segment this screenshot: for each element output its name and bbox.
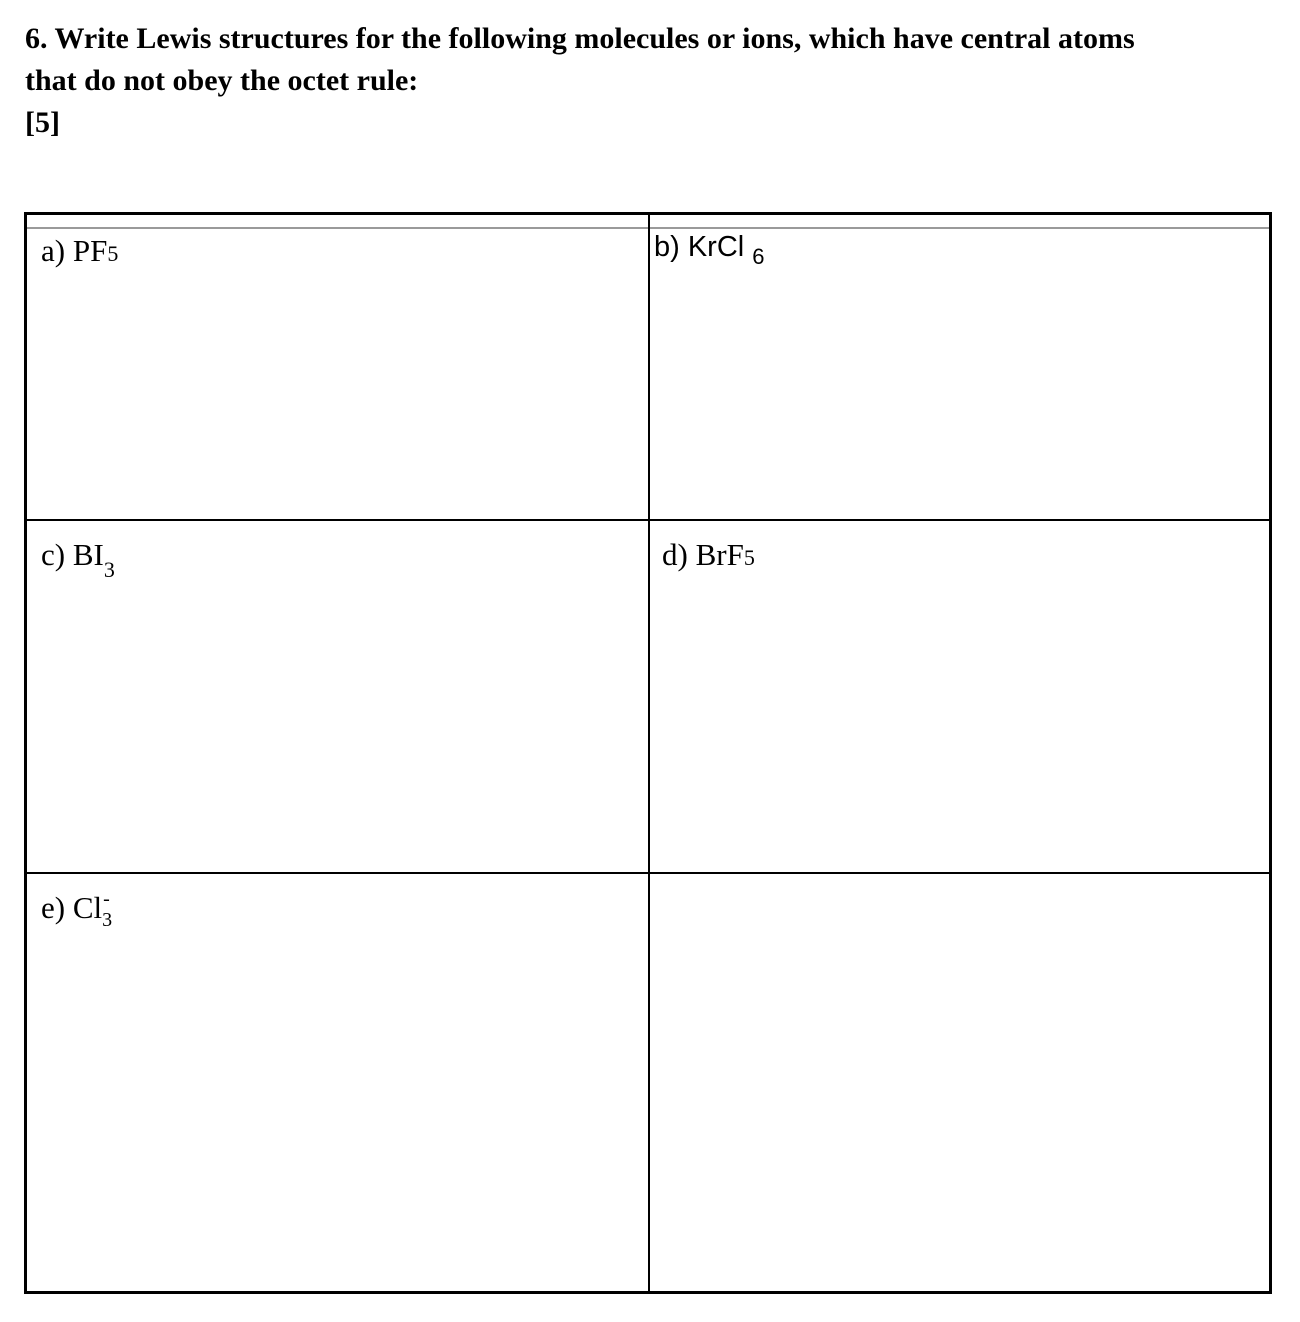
cell-d-subscript: 5 [743,545,755,570]
question-line-2: that do not obey the octet rule: [25,64,419,97]
cell-c-label [41,537,115,582]
cell-c-formula: c) BI [41,537,104,572]
cell-d-formula: d) BrF [662,537,744,572]
answer-grid [24,212,1272,1294]
cell-b-formula: b) KrCl [654,231,745,263]
grid-row-divider-1 [27,519,1269,521]
cell-e-charge [102,888,114,931]
question-line-1: 6. Write Lewis structures for the following molecules or ions, which have central atoms [25,22,1135,55]
cell-b-label [654,229,765,267]
cell-e-formula: e) Cl [41,890,103,925]
question-marks: [5] [25,106,60,139]
cell-a-formula: a) PF [41,233,108,268]
cell-e-label [41,888,114,931]
question-text [25,18,1275,144]
grid-vertical-divider [648,215,650,1291]
cell-e-subscript: 3 [102,909,113,931]
cell-c-subscript: 3 [103,557,115,582]
cell-e-superscript: - [103,888,110,910]
cell-a-subscript: 5 [107,241,119,266]
grid-row-divider-2 [27,872,1269,874]
cell-b-subscript: 6 [752,244,765,269]
cell-a-label [41,233,118,272]
cell-d-label [662,537,755,576]
